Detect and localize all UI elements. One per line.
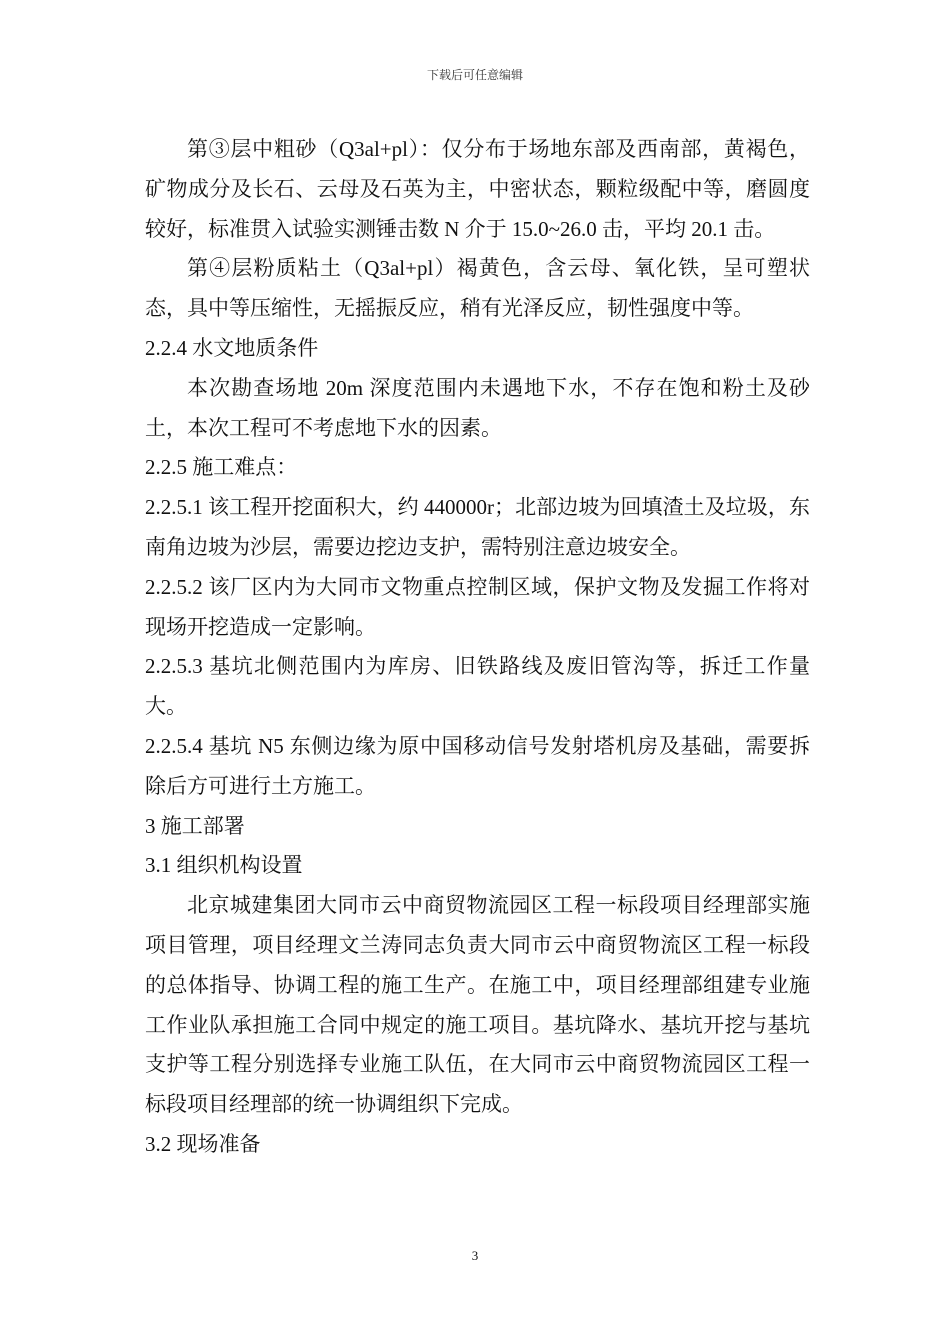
heading-3: 3 施工部署 <box>145 813 245 838</box>
paragraph-2-2-5-1: 2.2.5.1 该工程开挖面积大，约 440000r；北部边坡为回填渣土及垃圾，东南角边坡为沙层，需要边挖边支护，需特别注意边坡安全。 <box>145 495 810 559</box>
heading-3-2: 3.2 现场准备 <box>145 1131 261 1156</box>
paragraph-hydrogeology: 本次勘查场地 20m 深度范围内未遇地下水，不存在饱和粉土及砂土，本次工程可不考虑地下水的因素。 <box>145 375 810 440</box>
paragraph-layer-4: 第④层粉质粘土（Q3al+pl）褐黄色，含云母、氧化铁，呈可塑状态，具中等压缩性，无摇振反应，稍有光泽反应，韧性强度中等。 <box>145 256 810 321</box>
paragraph-2-2-5-4: 2.2.5.4 基坑 N5 东侧边缘为原中国移动信号发射塔机房及基础，需要拆除后方可进行土方施工。 <box>145 733 810 798</box>
heading-2-2-4: 2.2.4 水文地质条件 <box>145 335 319 360</box>
paragraph-layer-3: 第③层中粗砂（Q3al+pl）：仅分布于场地东部及西南部，黄褐色，矿物成分及长石、云母及石英为主，中密状态，颗粒级配中等，磨圆度较好，标准贯入试验实测锤击数 N 介于 15.0~26.0 击，平均 20.1 击。 <box>145 137 810 241</box>
page-header: 下载后可任意编辑 <box>426 68 523 82</box>
heading-3-1: 3.1 组织机构设置 <box>145 853 303 878</box>
paragraph-2-2-5-2: 2.2.5.2 该厂区内为大同市文物重点控制区域，保护文物及发掘工作将对现场开挖造成一定影响。 <box>145 574 810 639</box>
paragraph-2-2-5-3: 2.2.5.3 基坑北侧范围内为库房、旧铁路线及废旧管沟等，拆迁工作量大。 <box>145 654 810 719</box>
page-number: 3 <box>471 1248 479 1263</box>
heading-2-2-5: 2.2.5 施工难点： <box>145 455 298 480</box>
paragraph-organization: 北京城建集团大同市云中商贸物流园区工程一标段项目经理部实施项目管理，项目经理文兰涛同志负责大同市云中商贸物流区工程一标段的总体指导、协调工程的施工生产。在施工中，项目经理部组建专业施工作业队承担施工合同中规定的施工项目。基坑降水、基坑开挖与基坑支护等工程分别选择专业施工队伍，在大同市云中商贸物流园区工程一标段项目经理部的统一协调组织下完成。 <box>145 893 810 1117</box>
document-body <box>145 130 810 1165</box>
